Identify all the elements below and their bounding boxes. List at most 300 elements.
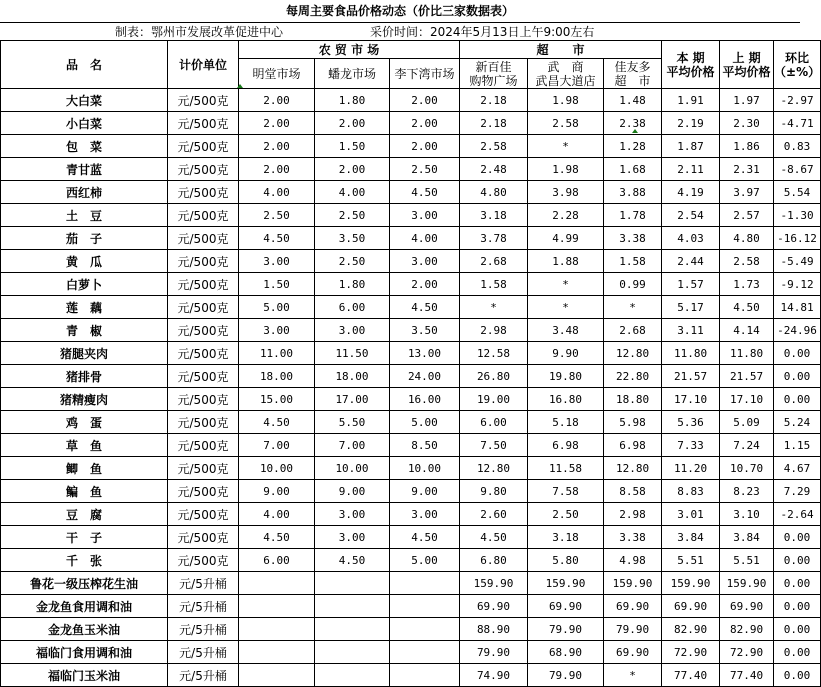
item-unit: 元/500克 [168, 135, 239, 158]
comment-marker-icon [237, 84, 243, 88]
price-change-pct: 0.00 [774, 595, 821, 618]
price-wushang: 2.28 [528, 204, 604, 227]
table-row [1, 365, 821, 388]
table-row [1, 411, 821, 434]
price-previous-avg: 4.80 [720, 227, 774, 250]
price-wushang: 3.98 [528, 181, 604, 204]
col-header-item: 品 名 [1, 41, 168, 89]
price-change-pct: -9.12 [774, 273, 821, 296]
item-unit: 元/500克 [168, 319, 239, 342]
price-jiayouduo: 2.98 [604, 503, 662, 526]
price-mingtang: 5.00 [239, 296, 315, 319]
item-unit: 元/500克 [168, 204, 239, 227]
item-name: 猪排骨 [1, 365, 168, 388]
item-unit: 元/500克 [168, 227, 239, 250]
price-jiayouduo: 69.90 [604, 641, 662, 664]
price-current-avg: 4.03 [662, 227, 720, 250]
comment-marker-icon [632, 129, 638, 133]
price-change-pct: 5.54 [774, 181, 821, 204]
price-panlong [315, 572, 390, 595]
price-mingtang: 3.00 [239, 250, 315, 273]
item-unit: 元/500克 [168, 250, 239, 273]
item-unit: 元/500克 [168, 480, 239, 503]
price-panlong: 11.50 [315, 342, 390, 365]
price-jiayouduo: * [604, 296, 662, 319]
price-wushang: * [528, 296, 604, 319]
price-xinbaijia: 4.80 [460, 181, 528, 204]
price-lixiawan: 2.00 [390, 112, 460, 135]
price-change-pct: -16.12 [774, 227, 821, 250]
item-name: 黄 瓜 [1, 250, 168, 273]
item-name: 豆 腐 [1, 503, 168, 526]
price-previous-avg: 4.50 [720, 296, 774, 319]
price-jiayouduo: 1.58 [604, 250, 662, 273]
item-name: 包 菜 [1, 135, 168, 158]
price-lixiawan: 4.00 [390, 227, 460, 250]
col-header-jiayouduo: 佳友多 超 市 [604, 59, 662, 89]
price-wushang: 19.80 [528, 365, 604, 388]
price-lixiawan [390, 641, 460, 664]
price-lixiawan: 3.50 [390, 319, 460, 342]
price-lixiawan: 13.00 [390, 342, 460, 365]
price-change-pct: 0.00 [774, 342, 821, 365]
price-current-avg: 69.90 [662, 595, 720, 618]
price-panlong: 4.00 [315, 181, 390, 204]
price-panlong: 2.50 [315, 250, 390, 273]
price-table [0, 40, 821, 687]
price-previous-avg: 72.90 [720, 641, 774, 664]
table-row [1, 89, 821, 112]
price-lixiawan: 2.00 [390, 135, 460, 158]
price-wushang: 7.58 [528, 480, 604, 503]
price-previous-avg: 4.14 [720, 319, 774, 342]
col-header-xinbaijia: 新百佳 购物广场 [460, 59, 528, 89]
price-lixiawan: 2.00 [390, 89, 460, 112]
price-mingtang: 6.00 [239, 549, 315, 572]
price-jiayouduo: 12.80 [604, 342, 662, 365]
price-xinbaijia: 2.60 [460, 503, 528, 526]
item-unit: 元/500克 [168, 89, 239, 112]
price-panlong: 2.50 [315, 204, 390, 227]
item-name: 鸡 蛋 [1, 411, 168, 434]
item-name: 土 豆 [1, 204, 168, 227]
price-mingtang: 4.00 [239, 181, 315, 204]
price-current-avg: 7.33 [662, 434, 720, 457]
price-current-avg: 1.57 [662, 273, 720, 296]
price-previous-avg: 5.51 [720, 549, 774, 572]
price-jiayouduo: 8.58 [604, 480, 662, 503]
price-previous-avg: 1.73 [720, 273, 774, 296]
col-header-wushang: 武 商 武昌大道店 [528, 59, 604, 89]
table-row [1, 342, 821, 365]
price-change-pct: 4.67 [774, 457, 821, 480]
price-jiayouduo: 159.90 [604, 572, 662, 595]
col-group-market: 农 贸 市 场 [239, 41, 460, 59]
price-current-avg: 21.57 [662, 365, 720, 388]
price-panlong: 4.50 [315, 549, 390, 572]
table-row [1, 227, 821, 250]
price-change-pct: 0.00 [774, 549, 821, 572]
table-row [1, 112, 821, 135]
table-row [1, 503, 821, 526]
item-name: 大白菜 [1, 89, 168, 112]
price-mingtang: 15.00 [239, 388, 315, 411]
price-previous-avg: 69.90 [720, 595, 774, 618]
price-xinbaijia: 12.58 [460, 342, 528, 365]
price-panlong: 3.00 [315, 526, 390, 549]
col-header-panlong: 蟠龙市场 [315, 59, 390, 89]
price-change-pct: 0.00 [774, 641, 821, 664]
price-jiayouduo: 5.98 [604, 411, 662, 434]
price-lixiawan: 3.00 [390, 250, 460, 273]
price-wushang: 5.80 [528, 549, 604, 572]
price-previous-avg: 21.57 [720, 365, 774, 388]
price-panlong: 3.50 [315, 227, 390, 250]
price-previous-avg: 3.10 [720, 503, 774, 526]
price-panlong [315, 618, 390, 641]
price-xinbaijia: 6.80 [460, 549, 528, 572]
price-xinbaijia: 159.90 [460, 572, 528, 595]
item-name: 干 子 [1, 526, 168, 549]
price-xinbaijia: 12.80 [460, 457, 528, 480]
price-panlong: 7.00 [315, 434, 390, 457]
price-xinbaijia: 3.18 [460, 204, 528, 227]
table-row [1, 664, 821, 687]
price-jiayouduo: 2.38 [604, 112, 662, 135]
price-change-pct: 0.00 [774, 664, 821, 687]
price-current-avg: 159.90 [662, 572, 720, 595]
item-unit: 元/500克 [168, 342, 239, 365]
page-title: 每周主要食品价格动态（价比三家数据表） [285, 4, 514, 18]
price-current-avg: 1.91 [662, 89, 720, 112]
item-unit: 元/500克 [168, 296, 239, 319]
item-name: 西红柿 [1, 181, 168, 204]
price-jiayouduo: 3.38 [604, 526, 662, 549]
price-current-avg: 17.10 [662, 388, 720, 411]
item-name: 猪腿夹肉 [1, 342, 168, 365]
item-name: 千 张 [1, 549, 168, 572]
price-current-avg: 2.11 [662, 158, 720, 181]
price-wushang: 4.99 [528, 227, 604, 250]
item-unit: 元/500克 [168, 365, 239, 388]
price-previous-avg: 3.84 [720, 526, 774, 549]
item-name: 福临门玉米油 [1, 664, 168, 687]
price-jiayouduo: 3.88 [604, 181, 662, 204]
price-mingtang: 2.00 [239, 135, 315, 158]
price-change-pct: -2.64 [774, 503, 821, 526]
col-header-current: 本 期 平均价格 [662, 41, 720, 89]
price-mingtang: 2.50 [239, 204, 315, 227]
price-jiayouduo: 69.90 [604, 595, 662, 618]
price-panlong: 5.50 [315, 411, 390, 434]
item-name: 草 鱼 [1, 434, 168, 457]
price-current-avg: 5.36 [662, 411, 720, 434]
price-previous-avg: 77.40 [720, 664, 774, 687]
price-previous-avg: 159.90 [720, 572, 774, 595]
price-change-pct: -24.96 [774, 319, 821, 342]
price-previous-avg: 2.30 [720, 112, 774, 135]
price-mingtang: 10.00 [239, 457, 315, 480]
price-lixiawan: 24.00 [390, 365, 460, 388]
price-lixiawan [390, 595, 460, 618]
price-mingtang: 7.00 [239, 434, 315, 457]
price-lixiawan: 5.00 [390, 549, 460, 572]
price-jiayouduo: 4.98 [604, 549, 662, 572]
price-xinbaijia: 3.78 [460, 227, 528, 250]
price-wushang: 1.88 [528, 250, 604, 273]
price-xinbaijia: 2.98 [460, 319, 528, 342]
price-lixiawan: 9.00 [390, 480, 460, 503]
price-lixiawan: 4.50 [390, 296, 460, 319]
price-xinbaijia: 69.90 [460, 595, 528, 618]
table-row [1, 181, 821, 204]
price-change-pct: 0.00 [774, 388, 821, 411]
item-name: 青甘蓝 [1, 158, 168, 181]
item-name: 小白菜 [1, 112, 168, 135]
price-jiayouduo: 1.28 [604, 135, 662, 158]
price-mingtang: 3.00 [239, 319, 315, 342]
item-unit: 元/500克 [168, 457, 239, 480]
item-name: 猪精瘦肉 [1, 388, 168, 411]
price-lixiawan: 2.00 [390, 273, 460, 296]
price-previous-avg: 7.24 [720, 434, 774, 457]
item-unit: 元/500克 [168, 526, 239, 549]
price-mingtang [239, 641, 315, 664]
col-header-previous: 上 期 平均价格 [720, 41, 774, 89]
price-change-pct: 7.29 [774, 480, 821, 503]
price-previous-avg: 8.23 [720, 480, 774, 503]
price-lixiawan: 4.50 [390, 181, 460, 204]
price-wushang: 6.98 [528, 434, 604, 457]
price-mingtang: 11.00 [239, 342, 315, 365]
sample-time: 采价时间：2024年5月13日上午9:00左右 [370, 25, 595, 39]
price-previous-avg: 2.57 [720, 204, 774, 227]
table-row [1, 158, 821, 181]
price-lixiawan [390, 618, 460, 641]
price-current-avg: 2.54 [662, 204, 720, 227]
price-lixiawan: 8.50 [390, 434, 460, 457]
price-wushang: * [528, 135, 604, 158]
price-previous-avg: 11.80 [720, 342, 774, 365]
table-row [1, 135, 821, 158]
col-group-supermarket: 超 市 [460, 41, 662, 59]
table-row [1, 595, 821, 618]
item-unit: 元/5升桶 [168, 595, 239, 618]
price-jiayouduo: 1.48 [604, 89, 662, 112]
price-panlong: 3.00 [315, 319, 390, 342]
price-change-pct: -1.30 [774, 204, 821, 227]
price-lixiawan: 10.00 [390, 457, 460, 480]
price-lixiawan [390, 572, 460, 595]
item-unit: 元/500克 [168, 503, 239, 526]
price-wushang: 3.18 [528, 526, 604, 549]
price-xinbaijia: 7.50 [460, 434, 528, 457]
price-wushang: 2.58 [528, 112, 604, 135]
item-name: 青 椒 [1, 319, 168, 342]
item-unit: 元/5升桶 [168, 572, 239, 595]
price-previous-avg: 2.58 [720, 250, 774, 273]
item-name: 金龙鱼食用调和油 [1, 595, 168, 618]
price-change-pct: 5.24 [774, 411, 821, 434]
price-mingtang: 9.00 [239, 480, 315, 503]
price-previous-avg: 2.31 [720, 158, 774, 181]
price-xinbaijia: 2.18 [460, 89, 528, 112]
price-wushang: * [528, 273, 604, 296]
price-xinbaijia: 2.18 [460, 112, 528, 135]
price-current-avg: 82.90 [662, 618, 720, 641]
price-wushang: 9.90 [528, 342, 604, 365]
price-previous-avg: 10.70 [720, 457, 774, 480]
price-panlong: 3.00 [315, 503, 390, 526]
price-jiayouduo: 6.98 [604, 434, 662, 457]
col-header-mingtang: 明堂市场 [239, 59, 315, 89]
price-xinbaijia: 79.90 [460, 641, 528, 664]
price-mingtang: 1.50 [239, 273, 315, 296]
item-name: 鲫 鱼 [1, 457, 168, 480]
price-previous-avg: 82.90 [720, 618, 774, 641]
price-current-avg: 3.01 [662, 503, 720, 526]
price-xinbaijia: 88.90 [460, 618, 528, 641]
col-header-lixiawan: 李下湾市场 [390, 59, 460, 89]
price-panlong [315, 595, 390, 618]
price-jiayouduo: 0.99 [604, 273, 662, 296]
price-jiayouduo: 18.80 [604, 388, 662, 411]
price-previous-avg: 3.97 [720, 181, 774, 204]
price-mingtang [239, 572, 315, 595]
price-mingtang [239, 664, 315, 687]
price-jiayouduo: 1.68 [604, 158, 662, 181]
price-wushang: 16.80 [528, 388, 604, 411]
price-current-avg: 3.84 [662, 526, 720, 549]
item-name: 茄 子 [1, 227, 168, 250]
price-change-pct: 0.00 [774, 526, 821, 549]
price-mingtang [239, 618, 315, 641]
price-change-pct: 0.00 [774, 572, 821, 595]
price-panlong: 10.00 [315, 457, 390, 480]
price-mingtang: 4.50 [239, 411, 315, 434]
item-unit: 元/5升桶 [168, 664, 239, 687]
price-current-avg: 77.40 [662, 664, 720, 687]
price-lixiawan: 3.00 [390, 503, 460, 526]
table-row [1, 388, 821, 411]
price-current-avg: 5.51 [662, 549, 720, 572]
price-xinbaijia: 4.50 [460, 526, 528, 549]
price-current-avg: 72.90 [662, 641, 720, 664]
item-name: 鳊 鱼 [1, 480, 168, 503]
price-mingtang: 2.00 [239, 112, 315, 135]
table-row [1, 572, 821, 595]
price-wushang: 1.98 [528, 158, 604, 181]
price-xinbaijia: 2.68 [460, 250, 528, 273]
price-jiayouduo: 1.78 [604, 204, 662, 227]
price-xinbaijia: 2.58 [460, 135, 528, 158]
meta-line [0, 22, 800, 41]
item-name: 金龙鱼玉米油 [1, 618, 168, 641]
price-mingtang: 4.50 [239, 227, 315, 250]
price-change-pct: 0.83 [774, 135, 821, 158]
price-wushang: 3.48 [528, 319, 604, 342]
price-jiayouduo: 22.80 [604, 365, 662, 388]
price-previous-avg: 1.86 [720, 135, 774, 158]
price-change-pct: -5.49 [774, 250, 821, 273]
price-current-avg: 2.19 [662, 112, 720, 135]
price-panlong: 2.00 [315, 112, 390, 135]
price-wushang: 11.58 [528, 457, 604, 480]
price-wushang: 1.98 [528, 89, 604, 112]
price-mingtang: 4.50 [239, 526, 315, 549]
price-wushang: 79.90 [528, 664, 604, 687]
item-unit: 元/5升桶 [168, 618, 239, 641]
item-name: 莲 藕 [1, 296, 168, 319]
table-row [1, 457, 821, 480]
table-row [1, 480, 821, 503]
price-panlong: 6.00 [315, 296, 390, 319]
price-xinbaijia: 9.80 [460, 480, 528, 503]
price-panlong: 1.80 [315, 273, 390, 296]
price-xinbaijia: * [460, 296, 528, 319]
item-unit: 元/500克 [168, 158, 239, 181]
price-change-pct: 14.81 [774, 296, 821, 319]
maker-label: 制表：鄂州市发展改革促进中心 [115, 25, 284, 39]
price-current-avg: 2.44 [662, 250, 720, 273]
price-jiayouduo: 2.68 [604, 319, 662, 342]
price-xinbaijia: 74.90 [460, 664, 528, 687]
price-lixiawan [390, 664, 460, 687]
price-current-avg: 8.83 [662, 480, 720, 503]
price-mingtang: 4.00 [239, 503, 315, 526]
price-panlong: 17.00 [315, 388, 390, 411]
price-panlong [315, 664, 390, 687]
item-name: 福临门食用调和油 [1, 641, 168, 664]
price-previous-avg: 17.10 [720, 388, 774, 411]
price-mingtang: 2.00 [239, 158, 315, 181]
table-row [1, 618, 821, 641]
price-lixiawan: 5.00 [390, 411, 460, 434]
table-row [1, 296, 821, 319]
price-panlong: 9.00 [315, 480, 390, 503]
price-previous-avg: 5.09 [720, 411, 774, 434]
price-panlong: 1.80 [315, 89, 390, 112]
price-jiayouduo: 3.38 [604, 227, 662, 250]
price-lixiawan: 4.50 [390, 526, 460, 549]
item-unit: 元/5升桶 [168, 641, 239, 664]
price-current-avg: 5.17 [662, 296, 720, 319]
price-lixiawan: 3.00 [390, 204, 460, 227]
price-lixiawan: 16.00 [390, 388, 460, 411]
price-xinbaijia: 2.48 [460, 158, 528, 181]
price-change-pct: -8.67 [774, 158, 821, 181]
item-unit: 元/500克 [168, 549, 239, 572]
table-row [1, 526, 821, 549]
price-current-avg: 11.20 [662, 457, 720, 480]
price-jiayouduo: * [604, 664, 662, 687]
price-panlong: 1.50 [315, 135, 390, 158]
item-name: 白萝卜 [1, 273, 168, 296]
price-panlong: 18.00 [315, 365, 390, 388]
item-unit: 元/500克 [168, 273, 239, 296]
price-wushang: 68.90 [528, 641, 604, 664]
item-unit: 元/500克 [168, 181, 239, 204]
col-header-change: 环比 （±%） [774, 41, 821, 89]
price-wushang: 2.50 [528, 503, 604, 526]
price-change-pct: 0.00 [774, 365, 821, 388]
price-change-pct: 1.15 [774, 434, 821, 457]
price-mingtang [239, 595, 315, 618]
price-change-pct: 0.00 [774, 618, 821, 641]
price-change-pct: -2.97 [774, 89, 821, 112]
item-unit: 元/500克 [168, 434, 239, 457]
table-row [1, 273, 821, 296]
